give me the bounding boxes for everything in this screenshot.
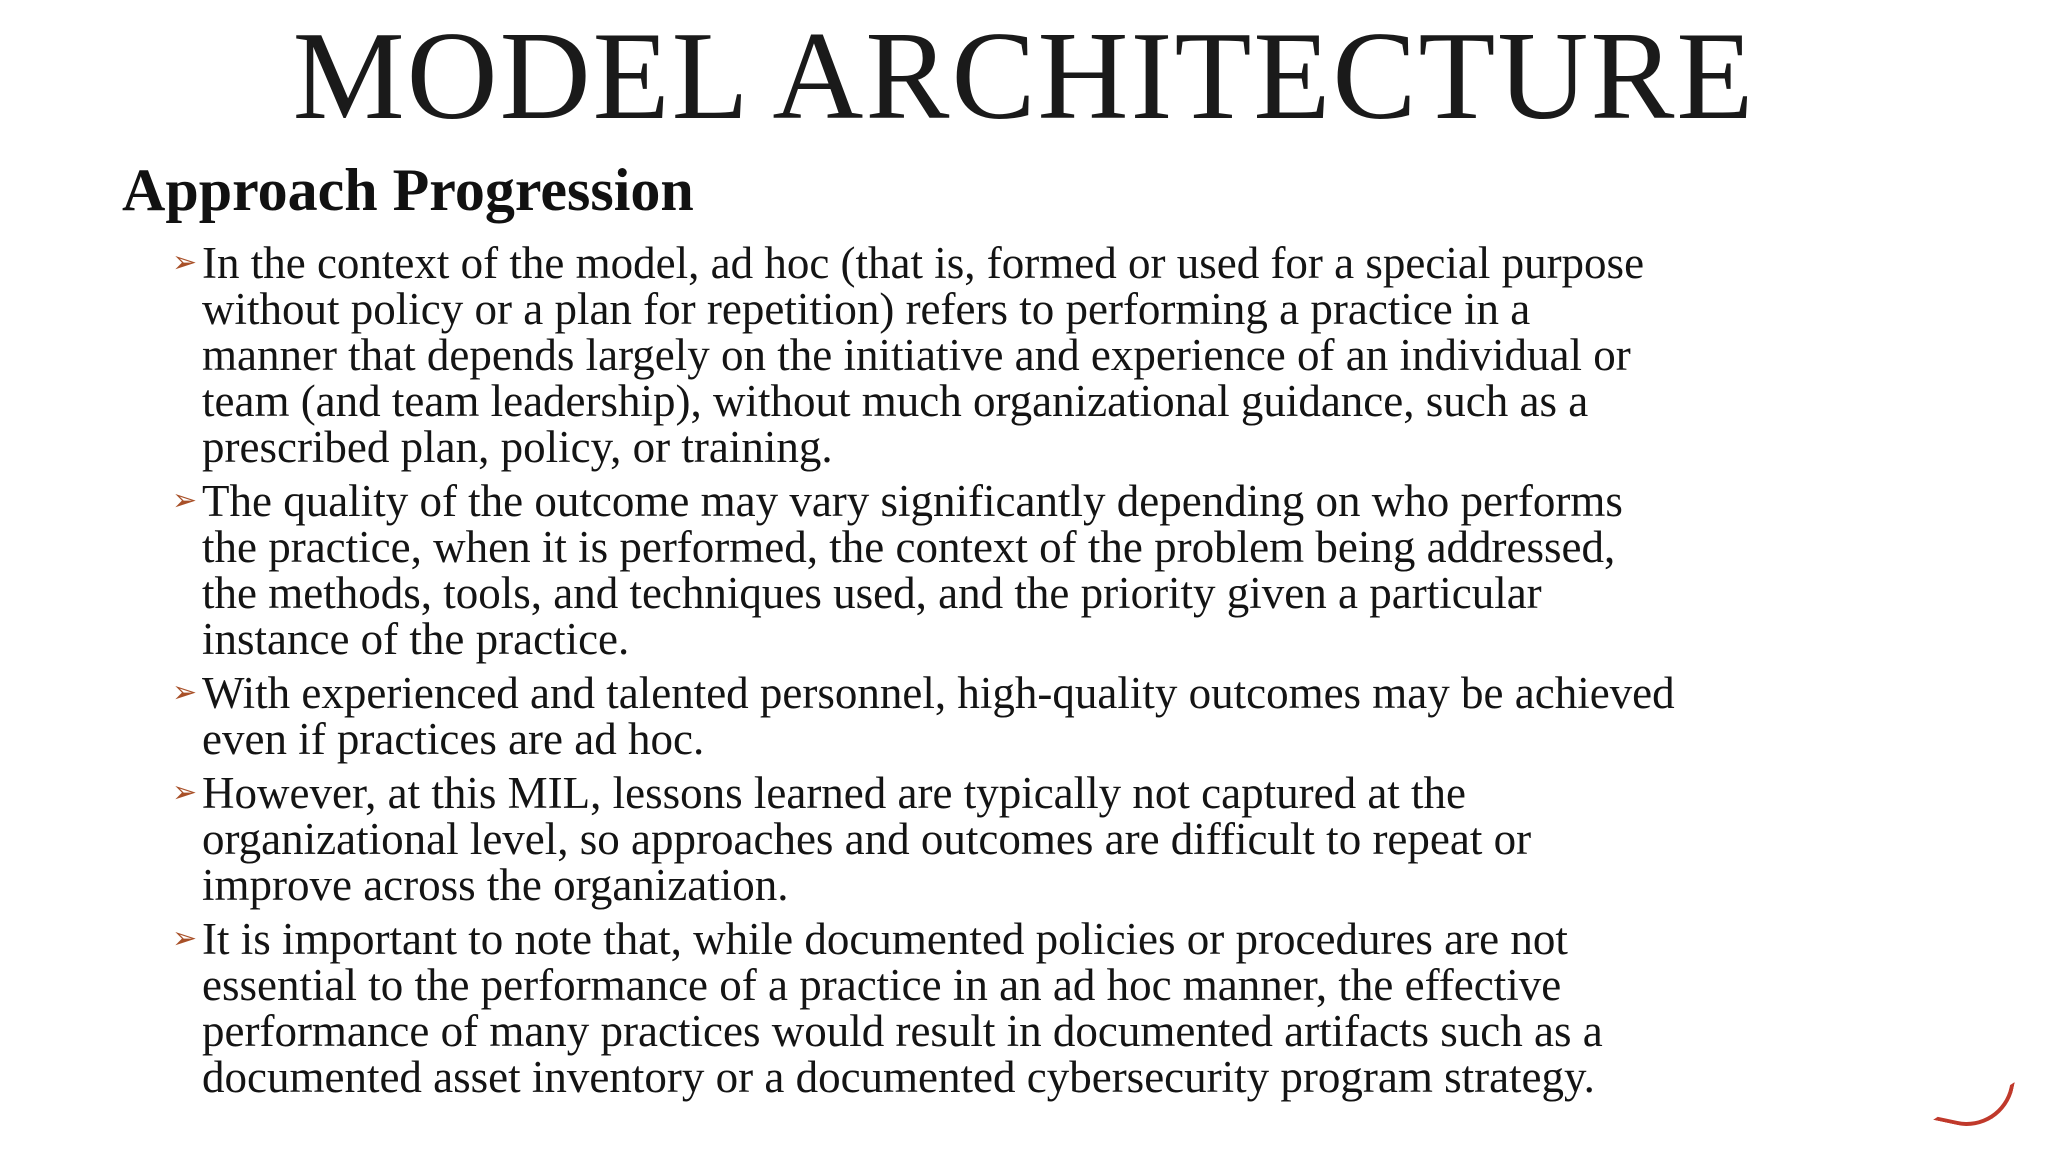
arrow-bullet-icon: ➢ bbox=[172, 484, 198, 517]
bullet-text: In the context of the model, ad hoc (that is, formed or used for a special purpose without policy or a plan for repetition) refers to performing a practice in a manner that depends largely on the initiative and experience of an individual or team (and team leadership), without much organizational guidance, such as a prescribed plan, policy, or training. bbox=[202, 238, 1645, 472]
arrow-bullet-icon: ➢ bbox=[172, 776, 198, 809]
bullet-text: It is important to note that, while documented policies or procedures are not essential to the performance of a practice in an ad hoc manner, the effective performance of many practices would result in documented artifacts such as a documented asset inventory or a documented cybersecurity program strategy. bbox=[202, 914, 1603, 1102]
bullet-item bbox=[172, 240, 2002, 470]
corner-accent-icon bbox=[1933, 1067, 2015, 1135]
arrow-bullet-icon: ➢ bbox=[172, 246, 198, 279]
bullet-text: The quality of the outcome may vary significantly depending on who performs the practice, when it is performed, the context of the problem being addressed, the methods, tools, and techniques used, and the priority given a particular instance of the practice. bbox=[202, 476, 1623, 664]
bullet-item bbox=[172, 770, 2002, 908]
bullet-text: With experienced and talented personnel, high-quality outcomes may be achieved even if practices are ad hoc. bbox=[202, 668, 1675, 764]
bullet-item bbox=[172, 670, 2002, 762]
arrow-bullet-icon: ➢ bbox=[172, 922, 198, 955]
bullet-list bbox=[172, 240, 2002, 1108]
arrow-bullet-icon: ➢ bbox=[172, 676, 198, 709]
bullet-item bbox=[172, 916, 2002, 1100]
section-heading: Approach Progression bbox=[122, 157, 694, 223]
bullet-text: However, at this MIL, lessons learned are typically not captured at the organizational level, so approaches and outcomes are difficult to repeat or improve across the organization. bbox=[202, 768, 1532, 910]
bullet-item bbox=[172, 478, 2002, 662]
slide-title: MODEL ARCHITECTURE bbox=[292, 7, 1756, 146]
